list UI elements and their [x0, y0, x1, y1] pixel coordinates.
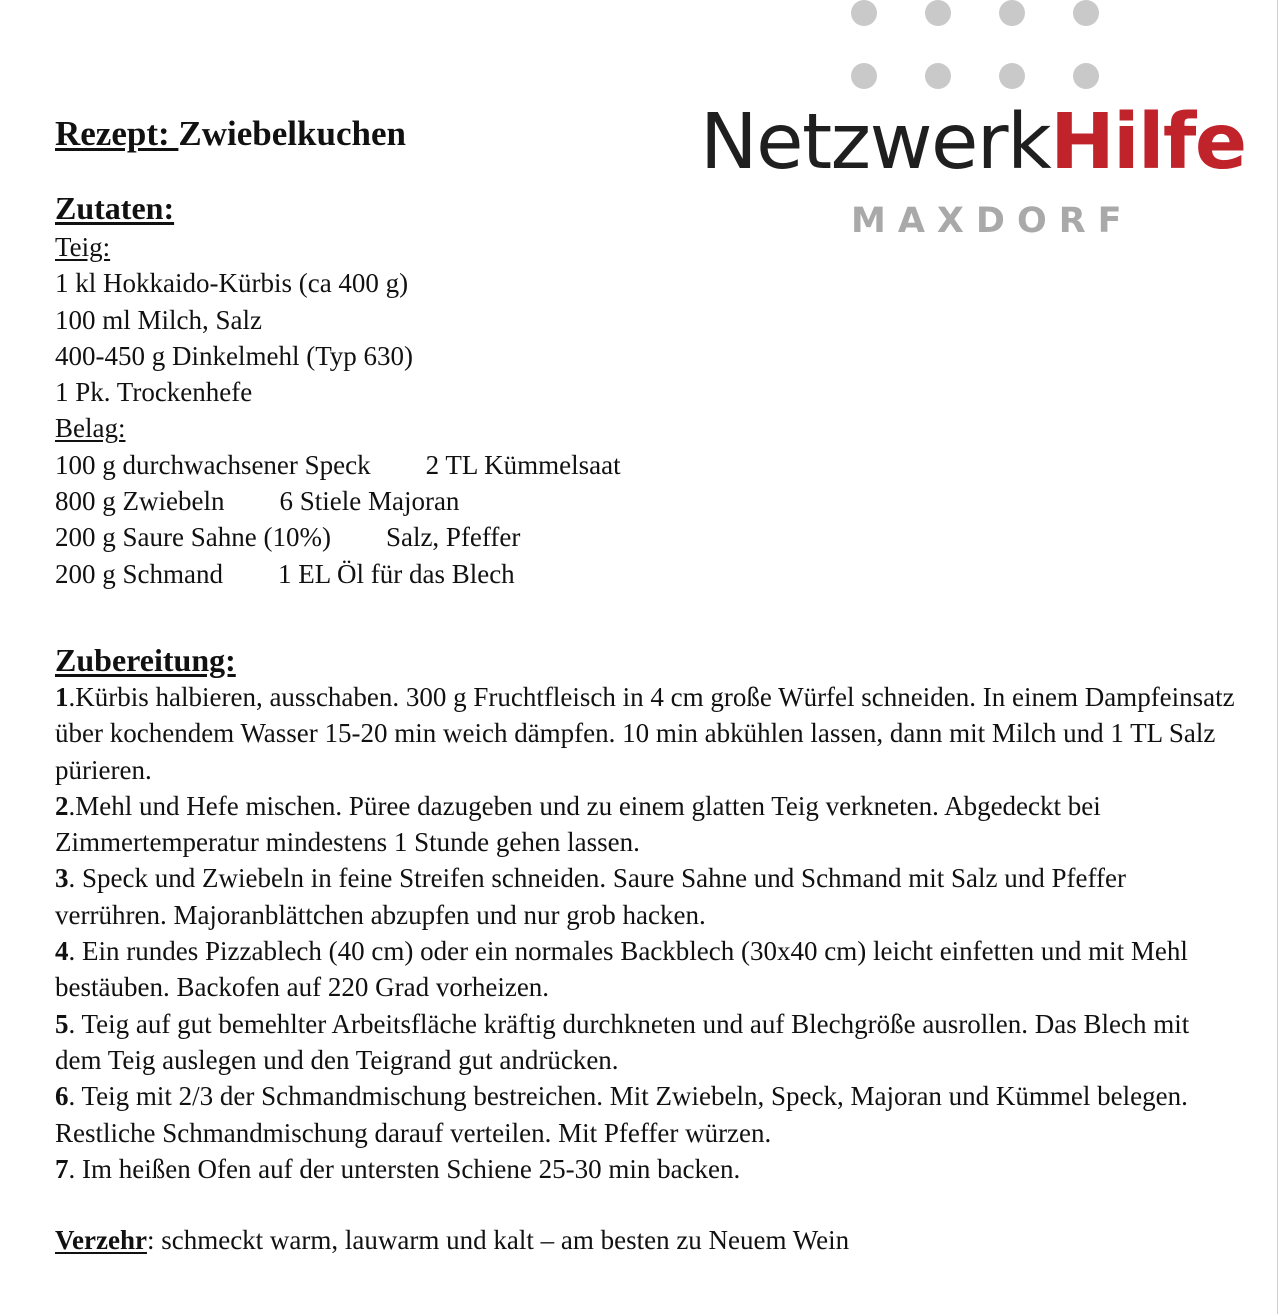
ingredients-list — [55, 229, 1245, 592]
logo-dot — [1073, 0, 1099, 26]
serving-note — [55, 1222, 849, 1258]
preparation-section — [55, 640, 1245, 680]
logo-dot — [851, 0, 877, 26]
recipe-title-prefix: Rezept: — [55, 114, 179, 153]
step-number: 1 — [55, 682, 69, 712]
step-text: Teig auf gut bemehlter Arbeitsfläche kräftig durchkneten und auf Blechgröße ausrollen. Das Blech mit dem Teig auslegen und den Teigrand gut andrücken. — [55, 1008, 1190, 1075]
logo-dot — [925, 63, 951, 89]
recipe-title-name: Zwiebelkuchen — [178, 114, 406, 153]
dough-item: 1 kl Hokkaido-Kürbis (ca 400 g) — [55, 268, 409, 299]
logo-netzwerk-text: Netzwerk — [700, 98, 1051, 187]
step-number: 6 — [55, 1081, 69, 1112]
ingredients-heading: Zutaten: — [55, 190, 175, 226]
topping-item: 200 g Saure Sahne (10%) — [55, 522, 331, 553]
logo-subtitle: MAXDORF — [851, 201, 1134, 241]
dough-item: 100 ml Milch, Salz — [55, 304, 262, 335]
topping-item: 200 g Schmand — [55, 558, 223, 589]
topping-item: 6 Stiele Majoran — [279, 486, 460, 517]
step-text: Mehl und Hefe mischen. Püree dazugeben und zu einem glatten Teig verkneten. Abgedeckt bei Zimmertemperatur mindestens 1 Stunde gehen lassen. — [55, 790, 1101, 858]
serving-label: Verzehr — [55, 1225, 147, 1255]
logo-dot — [851, 63, 877, 89]
step-item — [55, 1078, 1235, 1151]
topping-item: Salz, Pfeffer — [385, 522, 521, 553]
step-separator: . — [68, 863, 82, 894]
logo-dot — [1073, 63, 1099, 89]
step-separator: . — [68, 936, 82, 967]
step-number: 7 — [55, 1153, 69, 1184]
topping-item: 100 g durchwachsener Speck — [55, 449, 371, 480]
preparation-heading: Zubereitung: — [55, 642, 236, 678]
step-number: 5 — [55, 1008, 69, 1039]
topping-row — [55, 447, 1245, 483]
step-text: Ein rundes Pizzablech (40 cm) oder ein normales Backblech (30x40 cm) leicht einfetten und mit Mehl bestäuben. Backofen auf 220 Grad vorheizen. — [55, 936, 1188, 1003]
topping-row — [55, 556, 1245, 592]
topping-item: 1 EL Öl für das Blech — [278, 558, 515, 589]
step-separator: . — [68, 1153, 82, 1184]
ingredients-section — [55, 188, 1245, 228]
step-number: 4 — [55, 936, 69, 967]
step-separator: . — [68, 682, 76, 712]
topping-row — [55, 483, 1245, 519]
topping-item: 2 TL Kümmelsaat — [425, 449, 621, 480]
step-item — [55, 1151, 1235, 1187]
step-text: Im heißen Ofen auf der untersten Schiene 25-30 min backen. — [82, 1153, 741, 1184]
logo-dot — [925, 0, 951, 26]
step-item — [55, 679, 1235, 788]
step-separator: . — [68, 1081, 82, 1112]
step-item — [55, 860, 1235, 933]
dough-item: 400-450 g Dinkelmehl (Typ 630) — [55, 340, 414, 371]
logo-dot — [999, 0, 1025, 26]
step-item — [55, 933, 1235, 1006]
topping-item: 800 g Zwiebeln — [55, 486, 225, 517]
logo-dot — [999, 63, 1025, 89]
topping-label: Belag: — [55, 413, 126, 444]
step-text: Speck und Zwiebeln in feine Streifen schneiden. Saure Sahne und Schmand mit Salz und Pfeffer verrühren. Majoranblättchen abzupfen und nur grob hacken. — [55, 863, 1126, 930]
serving-text: : schmeckt warm, lauwarm und kalt – am besten zu Neuem Wein — [146, 1225, 850, 1255]
recipe-title — [55, 112, 406, 156]
preparation-steps — [55, 679, 1235, 1187]
dough-item: 1 Pk. Trockenhefe — [55, 377, 253, 408]
step-text: Kürbis halbieren, ausschaben. 300 g Fruchtfleisch in 4 cm große Würfel schneiden. In einem Dampfeinsatz über kochendem Wasser 15-20 min weich dämpfen. 10 min abkühlen lassen, dann mit Milch und 1 TL Salz pürieren. — [55, 682, 1235, 785]
step-number: 3 — [55, 863, 69, 894]
logo-wordmark — [700, 98, 1246, 187]
step-item — [55, 788, 1235, 861]
logo-hilfe-text: Hilfe — [1050, 98, 1246, 187]
step-item — [55, 1006, 1235, 1079]
step-text: Teig mit 2/3 der Schmandmischung bestreichen. Mit Zwiebeln, Speck, Majoran und Kümmel belegen. Restliche Schmandmischung darauf verteilen. Mit Pfeffer würzen. — [55, 1081, 1188, 1148]
topping-row — [55, 519, 1245, 555]
step-separator: . — [68, 790, 76, 821]
step-separator: . — [68, 1008, 82, 1039]
page-edge-line — [1277, 0, 1278, 1314]
step-number: 2 — [55, 790, 69, 821]
dough-label: Teig: — [55, 232, 111, 262]
